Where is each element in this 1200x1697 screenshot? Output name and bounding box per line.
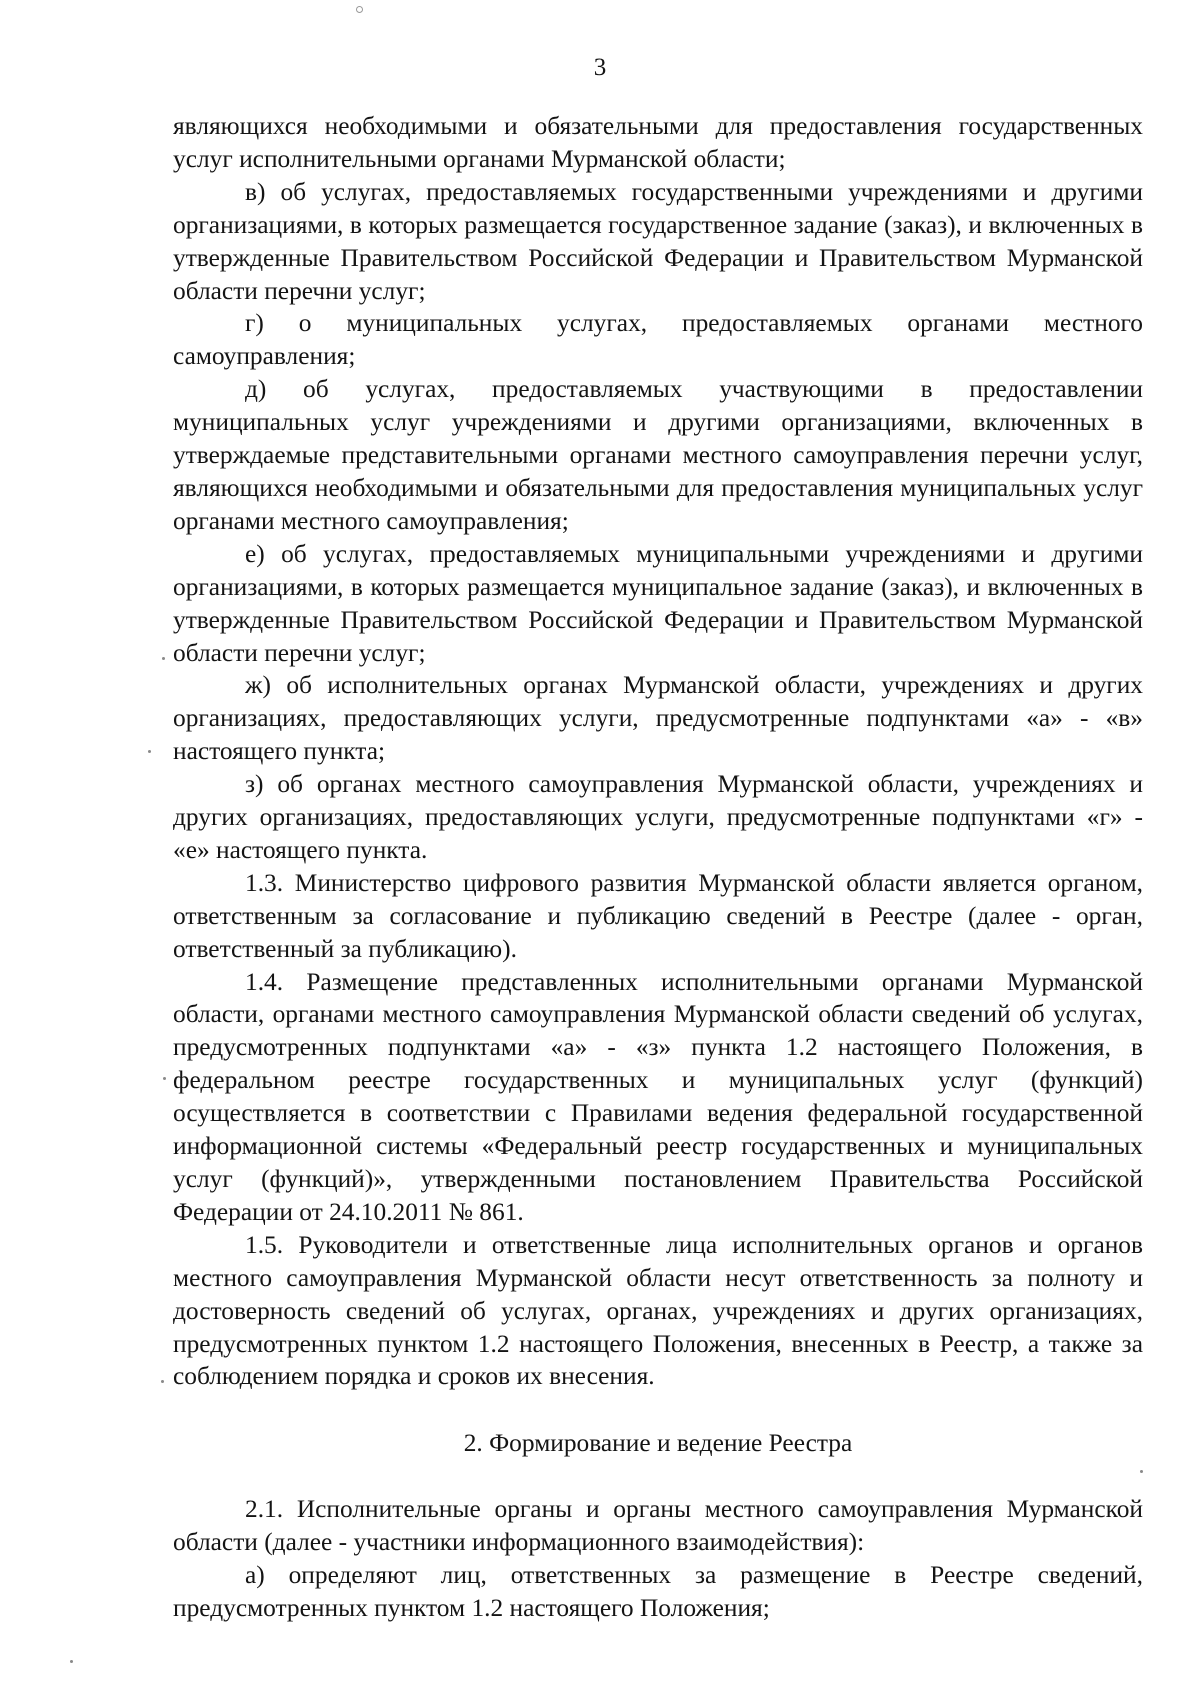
scan-speck <box>70 1660 73 1663</box>
scan-speck <box>163 1077 166 1080</box>
paragraph-2-1-a: а) определяют лиц, ответственных за размещение в Реестре сведений, предусмотренных пунктом 1.2 настоящего Положения; <box>173 1561 1143 1622</box>
paragraph-1-3: 1.3. Министерство цифрового развития Мурманской области является органом, ответственным за согласование и публикацию сведений в Реестре (далее - орган, ответственный за публикацию). <box>173 868 1143 963</box>
paragraph-item-v: в) об услугах, предоставляемых государственными учреждениями и другими организациями, в которых размещается государственное задание (заказ), и включенных в утвержденные Правительством Российской Федерации и Правительством Мурманской области перечни услуг; <box>173 177 1143 305</box>
section-2-heading: 2. Формирование и ведение Реестра <box>463 1429 853 1458</box>
scan-speck <box>356 6 363 13</box>
paragraph-1-4: 1.4. Размещение представленных исполнительными органами Мурманской области, органами местного самоуправления Мурманской области сведений об услугах, предусмотренных подпунктами «а» - «з» пункта 1.2 настоящего Положения, в федеральном реестре государственных и муниципальных услуг (функций) осуществляется в соответствии с Правилами ведения федеральной государственной информационной системы «Федеральный реестр государственных и муниципальных услуг (функций)», утвержденными постановлением Правительства Российской Федерации от 24.10.2011 № 861. <box>173 967 1143 1226</box>
paragraph-item-z: з) об органах местного самоуправления Мурманской области, учреждениях и других организациях, предоставляющих услуги, предусмотренные подпунктами «г» - «е» настоящего пункта. <box>173 770 1143 864</box>
paragraph-item-g: г) о муниципальных услугах, предоставляемых органами местного самоуправления; <box>173 309 1143 371</box>
scan-speck <box>148 750 151 753</box>
paragraph-item-zh: ж) об исполнительных органах Мурманской области, учреждениях и других организациях, предоставляющих услуги, предусмотренные подпунктами «а» - «в» настоящего пункта; <box>173 671 1143 766</box>
paragraph-continuation: являющихся необходимыми и обязательными для предоставления государственных услуг исполнительными органами Мурманской области; <box>173 112 1143 173</box>
scan-speck <box>1140 1470 1143 1473</box>
paragraph-item-d: д) об услугах, предоставляемых участвующими в предоставлении муниципальных услуг учреждениями и другими организациями, включенных в утверждаемые представительными органами местного самоуправления перечни услуг, являющихся необходимыми и обязательными для предоставления муниципальных услуг органами местного самоуправления; <box>173 375 1143 535</box>
scan-speck <box>162 657 165 660</box>
paragraph-item-e: е) об услугах, предоставляемых муниципальными учреждениями и другими организациями, в которых размещается муниципальное задание (заказ), и включенных в утвержденные Правительством Российской Федерации и Правительством Мурманской области перечни услуг; <box>173 539 1143 667</box>
paragraph-1-5: 1.5. Руководители и ответственные лица исполнительных органов и органов местного самоуправления Мурманской области несут ответственность за полноту и достоверность сведений об услугах, органах, учреждениях и других организациях, предусмотренных пунктом 1.2 настоящего Положения, внесенных в Реестр, а также за соблюдением порядка и сроков их внесения. <box>173 1230 1143 1391</box>
page-number: 3 <box>593 54 607 81</box>
paragraph-2-1: 2.1. Исполнительные органы и органы местного самоуправления Мурманской области (далее - участники информационного взаимодействия): <box>173 1495 1143 1557</box>
scan-speck <box>161 1380 164 1383</box>
document-body <box>173 110 1143 1625</box>
